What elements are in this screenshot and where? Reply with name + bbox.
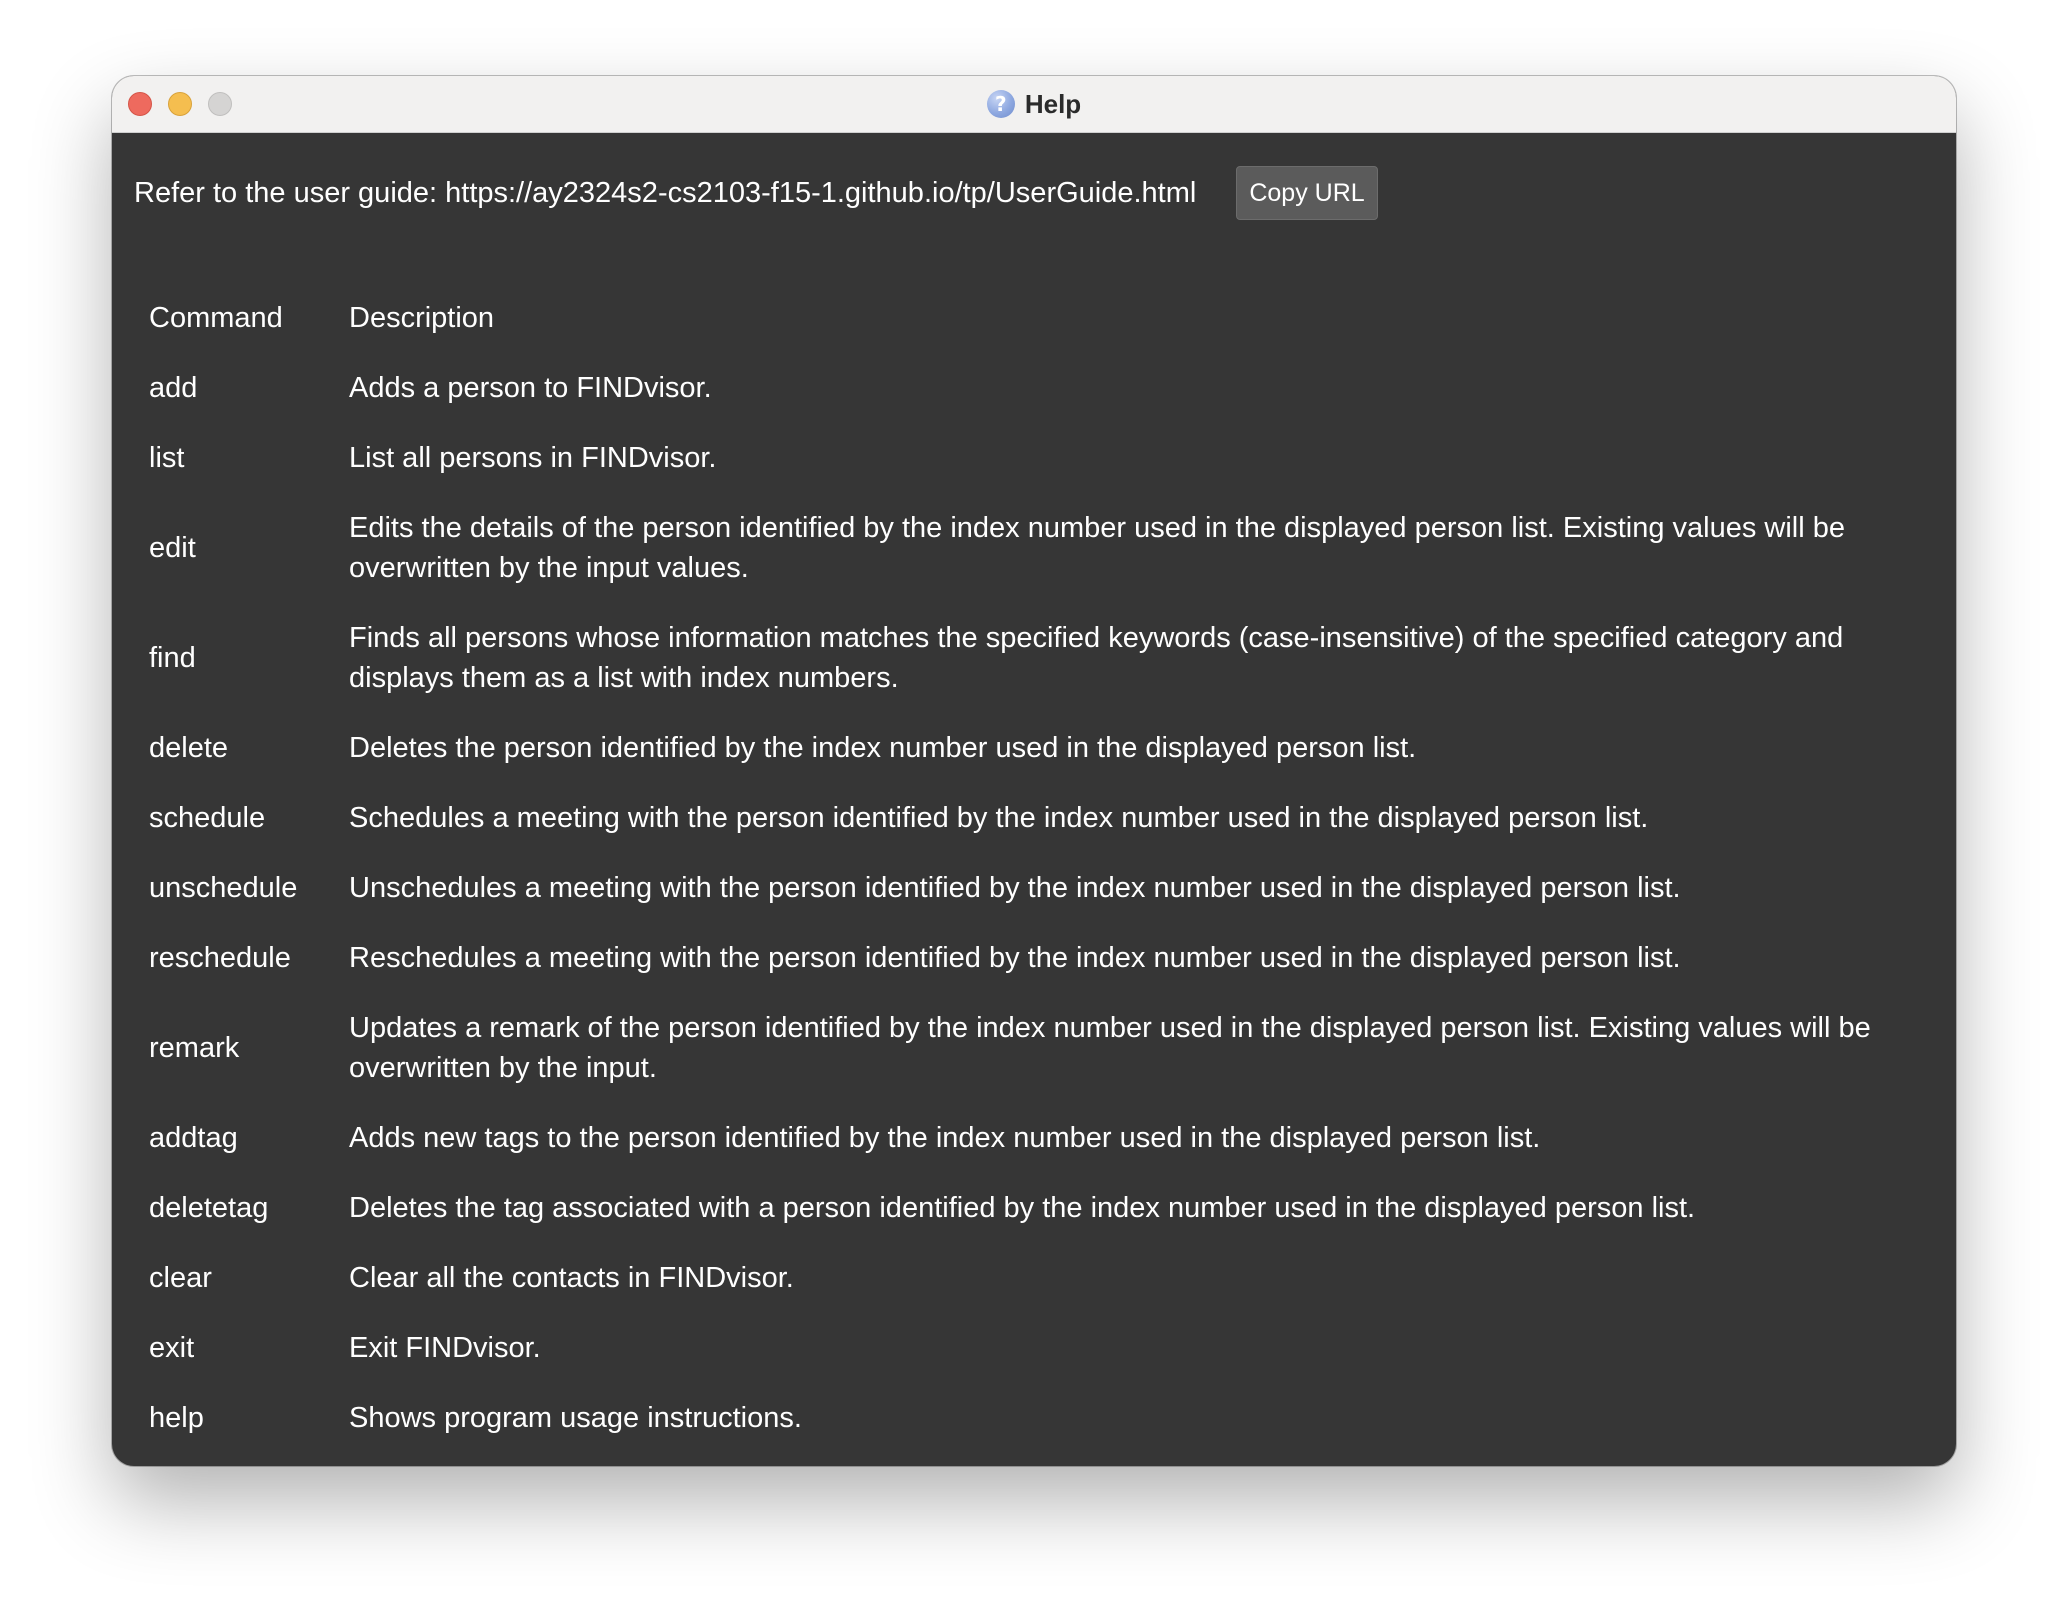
help-window (112, 76, 1956, 1466)
table-header-row (149, 283, 1939, 353)
description-cell: Deletes the tag associated with a person identified by the index number used in the displayed person list. (349, 1192, 1696, 1224)
table-row (149, 603, 1939, 713)
table-row (149, 1173, 1939, 1243)
description-cell: Finds all persons whose information matches the specified keywords (case-insensitive) of the specified category and displays them as a list with index numbers. (349, 622, 1844, 694)
description-cell: Updates a remark of the person identified by the index number used in the displayed person list. Existing values will be overwritten by the input. (349, 1012, 1871, 1084)
description-cell: Adds a person to FINDvisor. (349, 372, 712, 404)
command-cell: deletetag (149, 1192, 269, 1224)
table-row (149, 353, 1939, 423)
table-row (149, 1103, 1939, 1173)
help-question-icon: ? (987, 90, 1015, 118)
table-row (149, 783, 1939, 853)
command-cell: list (149, 442, 185, 474)
title-bar (112, 76, 1956, 133)
command-cell: unschedule (149, 872, 298, 904)
command-cell: find (149, 642, 196, 674)
description-cell: Schedules a meeting with the person identified by the index number used in the displayed person list. (349, 802, 1649, 834)
table-row (149, 493, 1939, 603)
command-column-header: Command (149, 302, 283, 334)
user-guide-url-label: Refer to the user guide: https://ay2324s2-cs2103-f15-1.github.io/tp/UserGuide.html (134, 176, 1197, 209)
description-cell: List all persons in FINDvisor. (349, 442, 717, 474)
command-cell: help (149, 1402, 204, 1434)
description-cell: Shows program usage instructions. (349, 1402, 802, 1434)
command-cell: exit (149, 1332, 195, 1364)
table-row (149, 923, 1939, 993)
window-title-group (112, 76, 1956, 132)
table-row (149, 713, 1939, 783)
command-cell: reschedule (149, 942, 291, 974)
table-row (149, 1383, 1939, 1453)
description-column-header: Description (349, 302, 495, 334)
window-title: Help (1024, 88, 1082, 119)
description-cell: Reschedules a meeting with the person identified by the index number used in the displayed person list. (349, 942, 1681, 974)
copy-url-button[interactable]: Copy URL (1236, 166, 1377, 220)
command-cell: clear (149, 1262, 212, 1294)
table-row (149, 1243, 1939, 1313)
table-row (149, 1313, 1939, 1383)
description-cell: Clear all the contacts in FINDvisor. (349, 1262, 794, 1294)
table-row (149, 853, 1939, 923)
description-cell: Unschedules a meeting with the person identified by the index number used in the displayed person list. (349, 872, 1681, 904)
user-guide-row (134, 167, 1378, 219)
description-cell: Adds new tags to the person identified by the index number used in the displayed person list. (349, 1122, 1541, 1154)
description-cell: Edits the details of the person identified by the index number used in the displayed person list. Existing values will be overwritten by the input values. (349, 512, 1845, 584)
command-cell: remark (149, 1032, 240, 1064)
command-cell: add (149, 372, 198, 404)
table-row (149, 993, 1939, 1103)
command-cell: edit (149, 532, 196, 564)
command-table (149, 283, 1939, 1453)
command-cell: delete (149, 732, 229, 764)
description-cell: Deletes the person identified by the index number used in the displayed person list. (349, 732, 1417, 764)
command-cell: schedule (149, 802, 266, 834)
description-cell: Exit FINDvisor. (349, 1332, 541, 1364)
table-row (149, 423, 1939, 493)
command-cell: addtag (149, 1122, 238, 1154)
